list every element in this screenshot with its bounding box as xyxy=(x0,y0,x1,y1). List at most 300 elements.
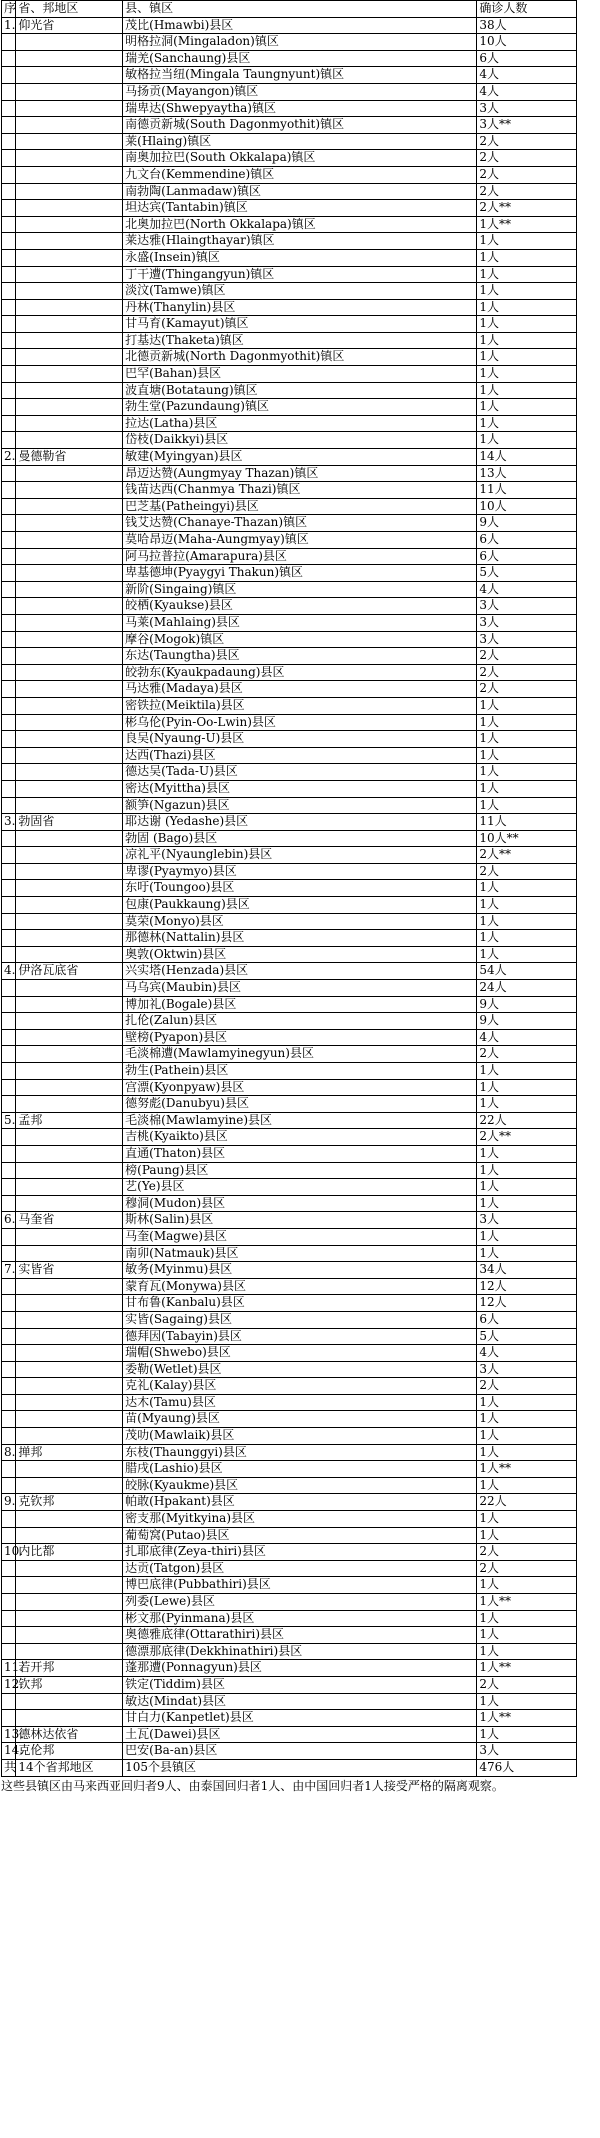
row-index xyxy=(2,233,16,250)
table-row xyxy=(2,1013,577,1030)
header-index: 序 xyxy=(2,1,16,18)
row-index xyxy=(2,1428,16,1445)
row-district: 毛淡棉(Mawlamyine)县区 xyxy=(123,1112,477,1129)
row-index xyxy=(2,731,16,748)
table-row xyxy=(2,614,577,631)
row-count: 1人 xyxy=(477,1527,577,1544)
table-row xyxy=(2,697,577,714)
row-region: 曼德勒省 xyxy=(16,449,123,466)
row-region xyxy=(16,515,123,532)
row-district: 敏达(Mindat)县区 xyxy=(123,1693,477,1710)
header-count: 确诊人数 xyxy=(477,1,577,18)
table-row xyxy=(2,1594,577,1611)
row-district: 坦达宾(Tantabin)镇区 xyxy=(123,200,477,217)
row-district: 茂叻(Mawlaik)县区 xyxy=(123,1428,477,1445)
row-index: 10. xyxy=(2,1544,16,1561)
row-region xyxy=(16,797,123,814)
table-body xyxy=(2,17,577,1776)
table-row xyxy=(2,1743,577,1760)
row-count: 1人 xyxy=(477,797,577,814)
row-district: 包康(Paukkaung)县区 xyxy=(123,897,477,914)
table-row xyxy=(2,1627,577,1644)
table-row xyxy=(2,1560,577,1577)
table-row xyxy=(2,1477,577,1494)
row-district: 永盛(Insein)镇区 xyxy=(123,249,477,266)
row-count: 2人 xyxy=(477,150,577,167)
row-district: 南奥加拉巴(South Okkalapa)镇区 xyxy=(123,150,477,167)
row-district: 兴实塔(Henzada)县区 xyxy=(123,963,477,980)
table-row xyxy=(2,1345,577,1362)
row-region: 实皆省 xyxy=(16,1262,123,1279)
row-index xyxy=(2,1610,16,1627)
row-region xyxy=(16,432,123,449)
row-region: 14个省邦地区 xyxy=(16,1759,123,1776)
row-district: 巴芝基(Patheingyi)县区 xyxy=(123,498,477,515)
row-region xyxy=(16,1096,123,1113)
row-district: 奥德雅底律(Ottarathiri)县区 xyxy=(123,1627,477,1644)
row-district: 九文台(Kemmendine)镇区 xyxy=(123,166,477,183)
row-count: 9人 xyxy=(477,996,577,1013)
row-district: 明格拉洞(Mingaladon)镇区 xyxy=(123,34,477,51)
row-index xyxy=(2,1145,16,1162)
row-district: 摩谷(Mogok)镇区 xyxy=(123,631,477,648)
row-count: 1人** xyxy=(477,1710,577,1727)
row-index xyxy=(2,847,16,864)
table-row xyxy=(2,946,577,963)
row-count: 1人 xyxy=(477,1063,577,1080)
row-index xyxy=(2,598,16,615)
row-count: 6人 xyxy=(477,532,577,549)
row-district: 丹林(Thanylin)县区 xyxy=(123,299,477,316)
row-region xyxy=(16,1278,123,1295)
row-index xyxy=(2,1245,16,1262)
row-count: 1人 xyxy=(477,316,577,333)
table-row xyxy=(2,1029,577,1046)
row-index xyxy=(2,1013,16,1030)
row-index xyxy=(2,880,16,897)
row-count: 1人 xyxy=(477,1096,577,1113)
row-district: 扎耶底律(Zeya-thiri)县区 xyxy=(123,1544,477,1561)
table-row xyxy=(2,714,577,731)
row-index xyxy=(2,50,16,67)
table-row xyxy=(2,1394,577,1411)
row-region xyxy=(16,996,123,1013)
row-index xyxy=(2,648,16,665)
table-row xyxy=(2,498,577,515)
row-district: 土瓦(Dawei)县区 xyxy=(123,1726,477,1743)
row-region xyxy=(16,731,123,748)
row-district: 拉达(Latha)县区 xyxy=(123,415,477,432)
row-count: 1人 xyxy=(477,897,577,914)
row-district: 壁榜(Pyapon)县区 xyxy=(123,1029,477,1046)
row-count: 10人 xyxy=(477,34,577,51)
row-district: 蒙育瓦(Monywa)县区 xyxy=(123,1278,477,1295)
row-region xyxy=(16,598,123,615)
row-district: 那德林(Nattalin)县区 xyxy=(123,930,477,947)
table-row xyxy=(2,1311,577,1328)
row-count: 1人 xyxy=(477,1444,577,1461)
row-index xyxy=(2,366,16,383)
table-row xyxy=(2,565,577,582)
row-index xyxy=(2,249,16,266)
row-index xyxy=(2,697,16,714)
row-index xyxy=(2,1129,16,1146)
row-count: 2人 xyxy=(477,183,577,200)
row-region xyxy=(16,1013,123,1030)
table-row xyxy=(2,1212,577,1229)
row-index xyxy=(2,1345,16,1362)
row-region xyxy=(16,249,123,266)
row-index xyxy=(2,150,16,167)
table-row xyxy=(2,415,577,432)
table-row xyxy=(2,349,577,366)
row-count: 2人 xyxy=(477,863,577,880)
table-row xyxy=(2,216,577,233)
row-district: 皎脉(Kyaukme)县区 xyxy=(123,1477,477,1494)
row-index xyxy=(2,946,16,963)
table-row xyxy=(2,880,577,897)
row-index: 6. xyxy=(2,1212,16,1229)
row-region xyxy=(16,930,123,947)
table-row xyxy=(2,150,577,167)
row-region xyxy=(16,117,123,134)
row-count: 3人 xyxy=(477,631,577,648)
table-row xyxy=(2,465,577,482)
row-count: 1人 xyxy=(477,432,577,449)
row-count: 1人 xyxy=(477,697,577,714)
row-district: 甘布鲁(Kanbalu)县区 xyxy=(123,1295,477,1312)
row-district: 博加礼(Bogale)县区 xyxy=(123,996,477,1013)
table-row xyxy=(2,548,577,565)
row-index xyxy=(2,614,16,631)
row-region xyxy=(16,980,123,997)
row-region xyxy=(16,34,123,51)
row-region xyxy=(16,283,123,300)
table-row xyxy=(2,1660,577,1677)
row-index xyxy=(2,1096,16,1113)
table-row xyxy=(2,482,577,499)
row-region xyxy=(16,1145,123,1162)
row-count: 9人 xyxy=(477,1013,577,1030)
row-index xyxy=(2,1311,16,1328)
row-region xyxy=(16,548,123,565)
table-row xyxy=(2,664,577,681)
row-district: 彬文那(Pyinmana)县区 xyxy=(123,1610,477,1627)
table-row xyxy=(2,166,577,183)
row-region xyxy=(16,1029,123,1046)
table-row xyxy=(2,1096,577,1113)
row-region xyxy=(16,747,123,764)
row-index: 4. xyxy=(2,963,16,980)
row-index xyxy=(2,1162,16,1179)
table-row xyxy=(2,1361,577,1378)
row-count: 22人 xyxy=(477,1494,577,1511)
row-district: 凉礼平(Nyaunglebin)县区 xyxy=(123,847,477,864)
row-region xyxy=(16,1063,123,1080)
row-region xyxy=(16,150,123,167)
row-index: 3. xyxy=(2,814,16,831)
row-region: 孟邦 xyxy=(16,1112,123,1129)
table-row xyxy=(2,1759,577,1776)
row-index xyxy=(2,1461,16,1478)
row-index xyxy=(2,1643,16,1660)
row-index xyxy=(2,996,16,1013)
row-count: 1人 xyxy=(477,1195,577,1212)
row-district: 德努彪(Danubyu)县区 xyxy=(123,1096,477,1113)
row-district: 斯林(Salin)县区 xyxy=(123,1212,477,1229)
row-region xyxy=(16,681,123,698)
row-district: 勃固 (Bago)县区 xyxy=(123,830,477,847)
row-district: 昂迈达赞(Aungmyay Thazan)镇区 xyxy=(123,465,477,482)
row-region xyxy=(16,1577,123,1594)
row-count: 1人 xyxy=(477,930,577,947)
row-district: 达贡(Tatgon)县区 xyxy=(123,1560,477,1577)
row-index xyxy=(2,830,16,847)
row-region xyxy=(16,1046,123,1063)
table-row xyxy=(2,1295,577,1312)
row-count: 9人 xyxy=(477,515,577,532)
row-count: 1人 xyxy=(477,415,577,432)
table-row xyxy=(2,847,577,864)
table-row xyxy=(2,1428,577,1445)
row-region xyxy=(16,714,123,731)
row-district: 皎栖(Kyaukse)县区 xyxy=(123,598,477,615)
row-region xyxy=(16,946,123,963)
row-count: 10人** xyxy=(477,830,577,847)
table-row xyxy=(2,83,577,100)
row-count: 10人 xyxy=(477,498,577,515)
row-district: 东枝(Thaunggyi)县区 xyxy=(123,1444,477,1461)
row-count: 11人 xyxy=(477,814,577,831)
row-region xyxy=(16,697,123,714)
row-region xyxy=(16,415,123,432)
row-district: 达木(Tamu)县区 xyxy=(123,1394,477,1411)
table-row xyxy=(2,183,577,200)
row-index xyxy=(2,515,16,532)
row-district: 德漂那底律(Dekkhinathiri)县区 xyxy=(123,1643,477,1660)
row-count: 6人 xyxy=(477,50,577,67)
row-index xyxy=(2,67,16,84)
row-district: 腊戌(Lashio)县区 xyxy=(123,1461,477,1478)
row-region xyxy=(16,316,123,333)
row-count: 1人** xyxy=(477,1594,577,1611)
row-district: 北奥加拉巴(North Okkalapa)镇区 xyxy=(123,216,477,233)
row-count: 1人 xyxy=(477,880,577,897)
row-region xyxy=(16,266,123,283)
table-row xyxy=(2,299,577,316)
row-index: 共 xyxy=(2,1759,16,1776)
row-index xyxy=(2,1228,16,1245)
table-row xyxy=(2,1527,577,1544)
row-count: 3人 xyxy=(477,598,577,615)
row-index xyxy=(2,1278,16,1295)
row-region xyxy=(16,1394,123,1411)
table-row xyxy=(2,366,577,383)
row-district: 甘马育(Kamayut)镇区 xyxy=(123,316,477,333)
header-district: 县、镇区 xyxy=(123,1,477,18)
row-district: 密达(Myittha)县区 xyxy=(123,780,477,797)
row-count: 1人 xyxy=(477,1726,577,1743)
table-row xyxy=(2,249,577,266)
row-count: 5人 xyxy=(477,565,577,582)
row-region: 克伦邦 xyxy=(16,1743,123,1760)
row-count: 12人 xyxy=(477,1295,577,1312)
row-count: 2人 xyxy=(477,133,577,150)
row-region xyxy=(16,133,123,150)
row-index xyxy=(2,1627,16,1644)
row-index: 7. xyxy=(2,1262,16,1279)
table-row xyxy=(2,1544,577,1561)
row-count: 24人 xyxy=(477,980,577,997)
row-region xyxy=(16,913,123,930)
row-district: 甘白力(Kanpetlet)县区 xyxy=(123,1710,477,1727)
table-row xyxy=(2,581,577,598)
table-row xyxy=(2,1494,577,1511)
row-count: 1人 xyxy=(477,1577,577,1594)
row-district: 实皆(Sagaing)县区 xyxy=(123,1311,477,1328)
row-district: 彬乌伦(Pyin-Oo-Lwin)县区 xyxy=(123,714,477,731)
row-count: 1人 xyxy=(477,1610,577,1627)
row-region xyxy=(16,897,123,914)
row-index xyxy=(2,631,16,648)
header-region: 省、邦地区 xyxy=(16,1,123,18)
row-index xyxy=(2,897,16,914)
row-region xyxy=(16,349,123,366)
table-row xyxy=(2,731,577,748)
row-count: 1人 xyxy=(477,266,577,283)
row-district: 北德贡新城(North Dagonmyothit)镇区 xyxy=(123,349,477,366)
row-index xyxy=(2,332,16,349)
table-row xyxy=(2,1179,577,1196)
row-index: 11. xyxy=(2,1660,16,1677)
table-row xyxy=(2,913,577,930)
row-district: 阿马拉普拉(Amarapura)县区 xyxy=(123,548,477,565)
row-index xyxy=(2,100,16,117)
row-district: 密支那(Myitkyina)县区 xyxy=(123,1511,477,1528)
row-count: 1人 xyxy=(477,299,577,316)
row-district: 莫荣(Monyo)县区 xyxy=(123,913,477,930)
row-count: 1人** xyxy=(477,1461,577,1478)
row-region: 若开邦 xyxy=(16,1660,123,1677)
row-district: 宫漂(Kyonpyaw)县区 xyxy=(123,1079,477,1096)
table-row xyxy=(2,1262,577,1279)
row-count: 1人 xyxy=(477,1511,577,1528)
row-count: 1人 xyxy=(477,731,577,748)
row-district: 马奎(Magwe)县区 xyxy=(123,1228,477,1245)
row-region xyxy=(16,1411,123,1428)
row-index xyxy=(2,1394,16,1411)
row-district: 吉桃(Kyaikto)县区 xyxy=(123,1129,477,1146)
row-region: 钦邦 xyxy=(16,1676,123,1693)
row-region: 克钦邦 xyxy=(16,1494,123,1511)
table-row xyxy=(2,1643,577,1660)
row-district: 敏务(Myinmu)县区 xyxy=(123,1262,477,1279)
row-index xyxy=(2,482,16,499)
row-count: 3人 xyxy=(477,1212,577,1229)
row-index xyxy=(2,930,16,947)
table-row xyxy=(2,631,577,648)
row-region xyxy=(16,83,123,100)
row-index xyxy=(2,465,16,482)
row-district: 博巴底律(Pubbathiri)县区 xyxy=(123,1577,477,1594)
table-row xyxy=(2,332,577,349)
row-index xyxy=(2,1079,16,1096)
row-district: 南勃陶(Lanmadaw)镇区 xyxy=(123,183,477,200)
row-district: 葡萄窝(Putao)县区 xyxy=(123,1527,477,1544)
table-row xyxy=(2,1411,577,1428)
row-index xyxy=(2,1693,16,1710)
table-row xyxy=(2,382,577,399)
table-row xyxy=(2,200,577,217)
row-district: 卑基德坤(Pyaygyi Thakun)镇区 xyxy=(123,565,477,582)
row-district: 瑞卑达(Shwepyaytha)镇区 xyxy=(123,100,477,117)
row-count: 1人 xyxy=(477,1079,577,1096)
table-row xyxy=(2,1245,577,1262)
row-district: 直通(Thaton)县区 xyxy=(123,1145,477,1162)
row-region xyxy=(16,1129,123,1146)
table-row xyxy=(2,1676,577,1693)
row-region xyxy=(16,581,123,598)
table-row xyxy=(2,797,577,814)
row-index: 9. xyxy=(2,1494,16,1511)
row-count: 1人 xyxy=(477,332,577,349)
header-row xyxy=(2,1,577,18)
row-district: 茂比(Hmawbi)县区 xyxy=(123,17,477,34)
row-index: 8. xyxy=(2,1444,16,1461)
row-count: 4人 xyxy=(477,67,577,84)
table-row xyxy=(2,747,577,764)
row-count: 14人 xyxy=(477,449,577,466)
row-count: 11人 xyxy=(477,482,577,499)
row-count: 1人 xyxy=(477,1428,577,1445)
row-index xyxy=(2,1063,16,1080)
table-row xyxy=(2,681,577,698)
row-count: 1人 xyxy=(477,382,577,399)
row-count: 1人 xyxy=(477,1245,577,1262)
row-region xyxy=(16,1162,123,1179)
row-index xyxy=(2,863,16,880)
footnote: 这些县镇区由马来西亚回归者9人、由泰国回归者1人、由中国回归者1人接受严格的隔离观察。 xyxy=(1,1778,504,1793)
row-district: 达西(Thazi)县区 xyxy=(123,747,477,764)
row-region xyxy=(16,216,123,233)
row-count: 4人 xyxy=(477,1345,577,1362)
row-count: 34人 xyxy=(477,1262,577,1279)
row-region xyxy=(16,1693,123,1710)
row-region xyxy=(16,631,123,648)
row-count: 4人 xyxy=(477,1029,577,1046)
table-row xyxy=(2,266,577,283)
row-index xyxy=(2,714,16,731)
row-index xyxy=(2,1594,16,1611)
row-district: 额笋(Ngazun)县区 xyxy=(123,797,477,814)
table-row xyxy=(2,863,577,880)
row-index xyxy=(2,200,16,217)
table-row xyxy=(2,963,577,980)
row-count: 1人 xyxy=(477,747,577,764)
row-index xyxy=(2,382,16,399)
row-count: 2人 xyxy=(477,1378,577,1395)
row-district: 耶达谢 (Yedashe)县区 xyxy=(123,814,477,831)
row-region xyxy=(16,1428,123,1445)
row-index xyxy=(2,432,16,449)
row-count: 1人 xyxy=(477,913,577,930)
row-index xyxy=(2,780,16,797)
row-district: 东吁(Toungoo)县区 xyxy=(123,880,477,897)
row-district: 莫哈昂迈(Maha-Aungmyay)镇区 xyxy=(123,532,477,549)
row-count: 6人 xyxy=(477,1311,577,1328)
row-district: 马达雅(Madaya)县区 xyxy=(123,681,477,698)
row-index: 13. xyxy=(2,1726,16,1743)
